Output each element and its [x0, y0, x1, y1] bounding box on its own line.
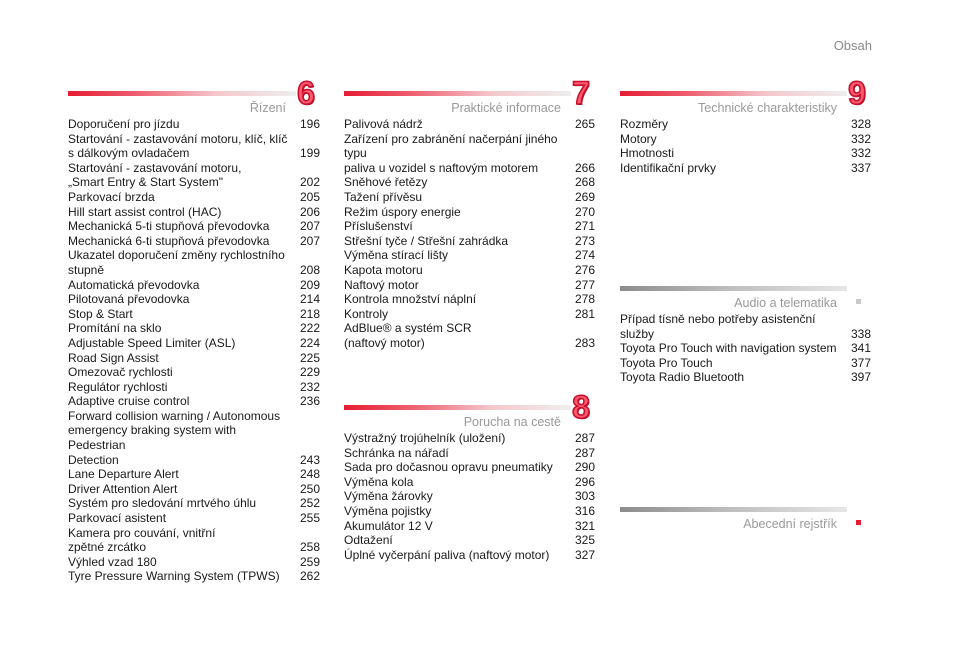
toc-entry-title: Kapota motoru [344, 262, 423, 277]
toc-entry[interactable] [344, 205, 595, 220]
toc-entry-page: 303 [574, 489, 595, 504]
toc-entry-title: Výměna kola [344, 474, 414, 489]
toc-entry-page: 236 [299, 394, 320, 409]
toc-entry-page: 397 [850, 370, 871, 385]
toc-entry[interactable] [344, 446, 595, 461]
toc-entry-title: Hill start assist control (HAC) [68, 204, 222, 219]
section-marker-icon [856, 299, 861, 304]
toc-entry[interactable] [620, 161, 871, 176]
toc-entry-title: Střešní tyče / Střešní zahrádka [344, 233, 509, 248]
toc-entry-page: 207 [299, 233, 320, 248]
toc-entry-page: 196 [299, 117, 320, 131]
toc-entry-page: 276 [574, 262, 595, 277]
toc-entry[interactable] [620, 146, 871, 161]
toc-entry[interactable] [68, 351, 320, 366]
toc-entry-title: Forward collision warning / Autonomous emergency braking system with Pedestrian Detection [68, 408, 281, 467]
section-prakticke [344, 75, 595, 351]
toc-entry[interactable] [344, 475, 595, 490]
section-number-badge[interactable]: 7 [572, 75, 590, 111]
toc-entry[interactable] [68, 292, 320, 307]
toc-entry-page: 269 [574, 189, 595, 204]
section-header [344, 75, 595, 115]
toc-entry-page: 218 [299, 306, 320, 321]
toc-entry-page: 248 [299, 467, 320, 482]
toc-entry-title: Parkovací brzda [68, 189, 155, 204]
toc-entry[interactable] [344, 460, 595, 475]
toc-entry[interactable] [68, 161, 320, 190]
toc-list [344, 431, 595, 562]
toc-entry-page: 325 [574, 533, 595, 548]
toc-entry[interactable] [620, 370, 871, 385]
toc-entry[interactable] [344, 321, 595, 350]
toc-entry-title: Sada pro dočasnou opravu pneumatiky [344, 460, 553, 475]
toc-entry-title: Doporučení pro jízdu [68, 117, 180, 131]
toc-entry-title: Toyota Radio Bluetooth [620, 370, 745, 385]
section-title[interactable]: Abecední rejstřík [743, 517, 837, 531]
toc-entry-page: 225 [299, 350, 320, 365]
toc-entry-title: Mechanická 6-ti stupňová převodovka [68, 233, 270, 248]
toc-entry-page: 222 [299, 321, 320, 336]
toc-entry[interactable] [344, 190, 595, 205]
toc-entry-title: Startování - zastavování motoru, klíč, klíč s dálkovým ovladačem [68, 131, 288, 161]
toc-entry-title: Výstražný trojúhelník (uložení) [344, 431, 506, 445]
toc-entry-page: 205 [299, 189, 320, 204]
toc-entry-page: 278 [574, 292, 595, 307]
toc-entry[interactable] [620, 312, 871, 341]
toc-entry-page: 273 [574, 233, 595, 248]
toc-list [344, 117, 595, 351]
toc-entry-page: 262 [299, 569, 320, 584]
toc-entry[interactable] [68, 336, 320, 351]
toc-entry[interactable] [68, 248, 320, 277]
section-marker-icon [856, 520, 861, 525]
toc-entry-page: 255 [299, 511, 320, 526]
toc-entry-title: Akumulátor 12 V [344, 518, 433, 533]
toc-entry-title: Kontroly [344, 306, 389, 321]
toc-entry[interactable] [68, 482, 320, 497]
toc-entry[interactable] [344, 548, 595, 563]
toc-entry[interactable] [68, 219, 320, 234]
toc-entry[interactable] [344, 132, 595, 176]
toc-entry[interactable] [68, 394, 320, 409]
section-title[interactable]: Technické charakteristiky [698, 101, 837, 115]
section-title[interactable]: Audio a telematika [734, 296, 837, 310]
toc-entry[interactable] [68, 365, 320, 380]
section-bar [344, 91, 571, 96]
toc-entry-page: 259 [299, 554, 320, 569]
section-bar [620, 286, 847, 291]
toc-entry-title: Adjustable Speed Limiter (ASL) [68, 335, 236, 350]
toc-entry-title: Pilotovaná převodovka [68, 292, 190, 307]
toc-entry-page: 296 [574, 474, 595, 489]
section-number-badge[interactable]: 8 [572, 389, 590, 425]
toc-entry-title: Výměna stírací lišty [344, 248, 449, 263]
toc-entry[interactable] [344, 219, 595, 234]
toc-entry-page: 332 [850, 146, 871, 161]
toc-entry-title: Identifikační prvky [620, 160, 717, 175]
toc-entry-title: Kamera pro couvání, vnitřní zpětné zrcátko [68, 525, 216, 555]
toc-entry-title: Zařízení pro zabránění načerpání jiného typu paliva u vozidel s naftovým motorem [344, 131, 558, 175]
toc-entry-page: 266 [574, 160, 595, 175]
section-audio [620, 278, 871, 385]
toc-entry-page: 206 [299, 204, 320, 219]
toc-entry-title: Úplné vyčerpání paliva (naftový motor) [344, 547, 550, 562]
toc-entry-page: 250 [299, 481, 320, 496]
toc-entry-page: 207 [299, 219, 320, 234]
toc-entry[interactable] [344, 263, 595, 278]
toc-entry-title: Adaptive cruise control [68, 394, 190, 409]
toc-entry-page: 290 [574, 460, 595, 475]
section-bar [344, 405, 571, 410]
toc-entry[interactable] [68, 321, 320, 336]
toc-entry-title: Příslušenství [344, 219, 413, 234]
toc-entry-title: Výhled vzad 180 [68, 554, 157, 569]
toc-entry-page: 274 [574, 248, 595, 263]
toc-entry[interactable] [344, 278, 595, 293]
toc-entry[interactable] [344, 431, 595, 446]
toc-entry[interactable] [344, 307, 595, 322]
toc-entry-title: Automatická převodovka [68, 277, 200, 292]
section-header [620, 278, 871, 308]
toc-entry-title: Road Sign Assist [68, 350, 159, 365]
toc-entry[interactable] [344, 292, 595, 307]
page-header: Obsah [833, 38, 872, 53]
toc-entry-title: Stop & Start [68, 306, 133, 321]
toc-entry-page: 341 [850, 341, 871, 356]
section-number-badge[interactable]: 6 [297, 75, 315, 111]
toc-entry[interactable] [68, 526, 320, 555]
toc-entry-page: 258 [299, 540, 320, 555]
toc-entry-page: 338 [850, 326, 871, 341]
toc-entry[interactable] [68, 234, 320, 249]
section-header [68, 75, 320, 115]
toc-entry[interactable] [344, 234, 595, 249]
toc-entry-page: 277 [574, 277, 595, 292]
toc-entry[interactable] [344, 504, 595, 519]
section-rizeni [68, 75, 320, 584]
section-bar [620, 507, 847, 512]
toc-entry-title: Tyre Pressure Warning System (TPWS) [68, 569, 280, 584]
toc-entry-title: Režim úspory energie [344, 204, 461, 219]
toc-entry-title: Startování - zastavování motoru, „Smart Entry & Start System" [68, 160, 242, 190]
toc-entry[interactable] [68, 190, 320, 205]
toc-entry-title: Schránka na nářadí [344, 445, 449, 460]
toc-entry[interactable] [68, 380, 320, 395]
toc-entry-title: Driver Attention Alert [68, 481, 178, 496]
toc-list [620, 312, 871, 385]
toc-entry-page: 283 [574, 335, 595, 350]
toc-entry-title: Výměna pojistky [344, 503, 432, 518]
toc-entry[interactable] [68, 496, 320, 511]
section-header [344, 389, 595, 429]
toc-entry-page: 199 [299, 146, 320, 161]
toc-entry-title: Výměna žárovky [344, 489, 433, 504]
toc-entry-title: Promítání na sklo [68, 321, 162, 336]
toc-entry-page: 224 [299, 335, 320, 350]
toc-entry[interactable] [68, 409, 320, 467]
toc-entry-title: Regulátor rychlosti [68, 379, 168, 394]
toc-entry-title: Tažení přívěsu [344, 189, 423, 204]
toc-entry-page: 268 [574, 175, 595, 190]
section-header [620, 499, 871, 529]
toc-entry-title: Hmotnosti [620, 146, 675, 161]
section-title[interactable]: Porucha na cestě [463, 415, 561, 429]
section-abecedni [620, 499, 871, 529]
toc-entry[interactable] [68, 205, 320, 220]
toc-entry[interactable] [68, 511, 320, 526]
toc-entry-page: 281 [574, 306, 595, 321]
toc-entry-page: 209 [299, 277, 320, 292]
toc-entry-title: Motory [620, 131, 657, 146]
toc-entry[interactable] [68, 569, 320, 584]
section-bar [68, 91, 296, 96]
toc-entry-title: Ukazatel doporučení změny rychlostního stupně [68, 248, 285, 277]
toc-entry-title: Rozměry [620, 117, 669, 131]
toc-entry[interactable] [620, 356, 871, 371]
toc-entry-title: Toyota Pro Touch with navigation system [620, 341, 837, 356]
section-bar [620, 91, 847, 96]
section-technicke [620, 75, 871, 175]
toc-entry[interactable] [344, 489, 595, 504]
toc-entry[interactable] [344, 248, 595, 263]
section-title[interactable]: Řízení [249, 101, 286, 115]
toc-entry-page: 377 [850, 355, 871, 370]
toc-entry[interactable] [68, 132, 320, 161]
toc-entry-title: Naftový motor [344, 277, 419, 292]
toc-entry[interactable] [620, 117, 871, 132]
toc-entry-page: 287 [574, 431, 595, 445]
toc-entry-title: Omezovač rychlosti [68, 365, 173, 380]
toc-entry-title: Palivová nádrž [344, 117, 423, 131]
toc-entry[interactable] [344, 519, 595, 534]
toc-entry-page: 265 [574, 117, 595, 131]
toc-entry-title: Systém pro sledování mrtvého úhlu [68, 496, 257, 511]
toc-entry[interactable] [68, 307, 320, 322]
toc-entry[interactable] [344, 175, 595, 190]
toc-entry[interactable] [344, 117, 595, 132]
toc-entry[interactable] [68, 117, 320, 132]
toc-entry-page: 202 [299, 175, 320, 190]
section-title[interactable]: Praktické informace [451, 101, 561, 115]
toc-entry[interactable] [68, 555, 320, 570]
toc-entry-page: 243 [299, 452, 320, 467]
toc-entry-page: 332 [850, 131, 871, 146]
toc-entry-title: Odtažení [344, 533, 393, 548]
toc-entry-title: AdBlue® a systém SCR (naftový motor) [344, 321, 472, 350]
toc-entry-page: 271 [574, 219, 595, 234]
toc-entry-page: 232 [299, 379, 320, 394]
toc-entry-page: 229 [299, 365, 320, 380]
toc-entry-page: 252 [299, 496, 320, 511]
toc-entry-page: 337 [850, 160, 871, 175]
toc-entry[interactable] [68, 467, 320, 482]
section-number-badge[interactable]: 9 [848, 75, 866, 111]
toc-entry-title: Toyota Pro Touch [620, 355, 713, 370]
toc-entry-page: 316 [574, 503, 595, 518]
section-header [620, 75, 871, 115]
toc-entry-title: Parkovací asistent [68, 511, 167, 526]
section-porucha [344, 389, 595, 562]
toc-entry-page: 328 [850, 117, 871, 131]
toc-entry-title: Lane Departure Alert [68, 467, 179, 482]
toc-entry-page: 208 [299, 262, 320, 277]
toc-entry-title: Sněhové řetězy [344, 175, 428, 190]
toc-list [68, 117, 320, 584]
toc-entry-title: Případ tísně nebo potřeby asistenční služby [620, 312, 816, 341]
toc-entry-page: 214 [299, 292, 320, 307]
toc-entry-page: 270 [574, 204, 595, 219]
toc-entry-page: 321 [574, 518, 595, 533]
toc-entry-title: Kontrola množství náplní [344, 292, 477, 307]
toc-list [620, 117, 871, 175]
toc-entry[interactable] [620, 132, 871, 147]
toc-entry-title: Mechanická 5-ti stupňová převodovka [68, 219, 270, 234]
toc-entry-page: 327 [574, 547, 595, 562]
toc-entry[interactable] [620, 341, 871, 356]
toc-entry-page: 287 [574, 445, 595, 460]
toc-entry[interactable] [344, 533, 595, 548]
toc-entry[interactable] [68, 278, 320, 293]
